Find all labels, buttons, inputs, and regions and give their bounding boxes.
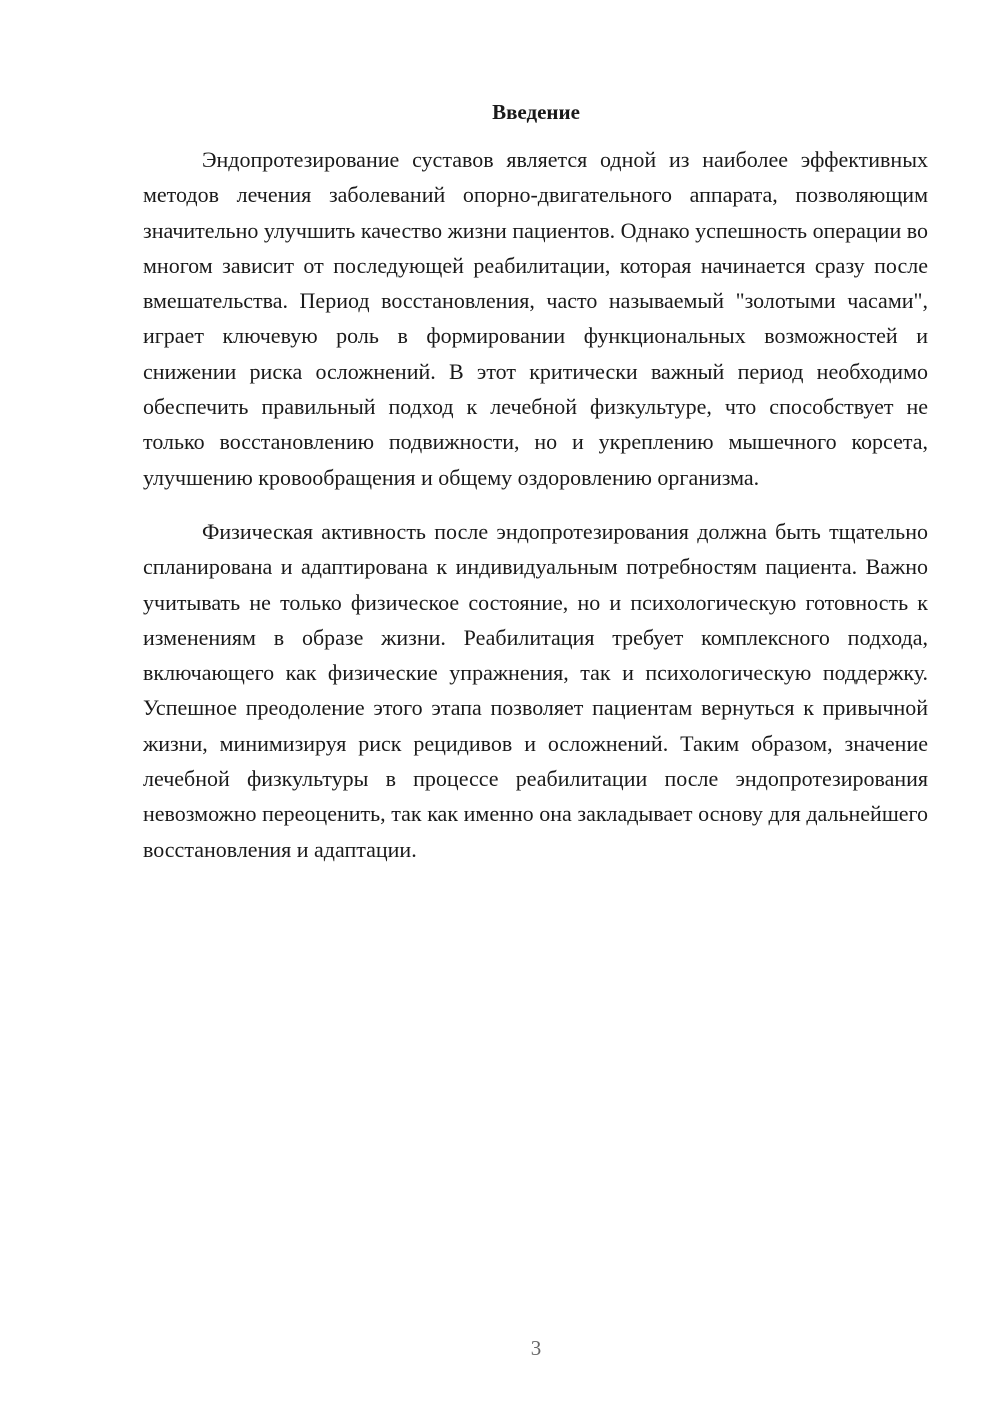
paragraph-2: Физическая активность после эндопротезирования должна быть тщательно спланирована и адаптирована к индивидуальным потребностям пациента. Важно учитывать не только физическое состояние, но и психологическую готовность к изменениям в образе жизни. Реабилитация требует комплексного подхода, включающего как физические упражнения, так и психологическую поддержку. Успешное преодоление этого этапа позволяет пациентам вернуться к привычной жизни, минимизируя риск рецидивов и осложнений. Таким образом, значение лечебной физкультуры в процессе реабилитации после эндопротезирования невозможно переоценить, так как именно она закладывает основу для дальнейшего восстановления и адаптации. [143, 518, 928, 862]
body-text [143, 142, 928, 867]
paragraph-1: Эндопротезирование суставов является одной из наиболее эффективных методов лечения заболеваний опорно-двигательного аппарата, позволяющим значительно улучшить качество жизни пациентов. Однако успешность операции во многом зависит от последующей реабилитации, которая начинается сразу после вмешательства. Период восстановления, часто называемый "золотыми часами", играет ключевую роль в формировании функциональных возможностей и снижении риска осложнений. В этот критически важный период необходимо обеспечить правильный подход к лечебной физкультуре, что способствует не только восстановлению подвижности, но и укреплению мышечного корсета, улучшению кровообращения и общему оздоровлению организма. [143, 147, 928, 490]
page-number: 3 [530, 1336, 542, 1360]
section-heading: Введение [492, 100, 580, 124]
